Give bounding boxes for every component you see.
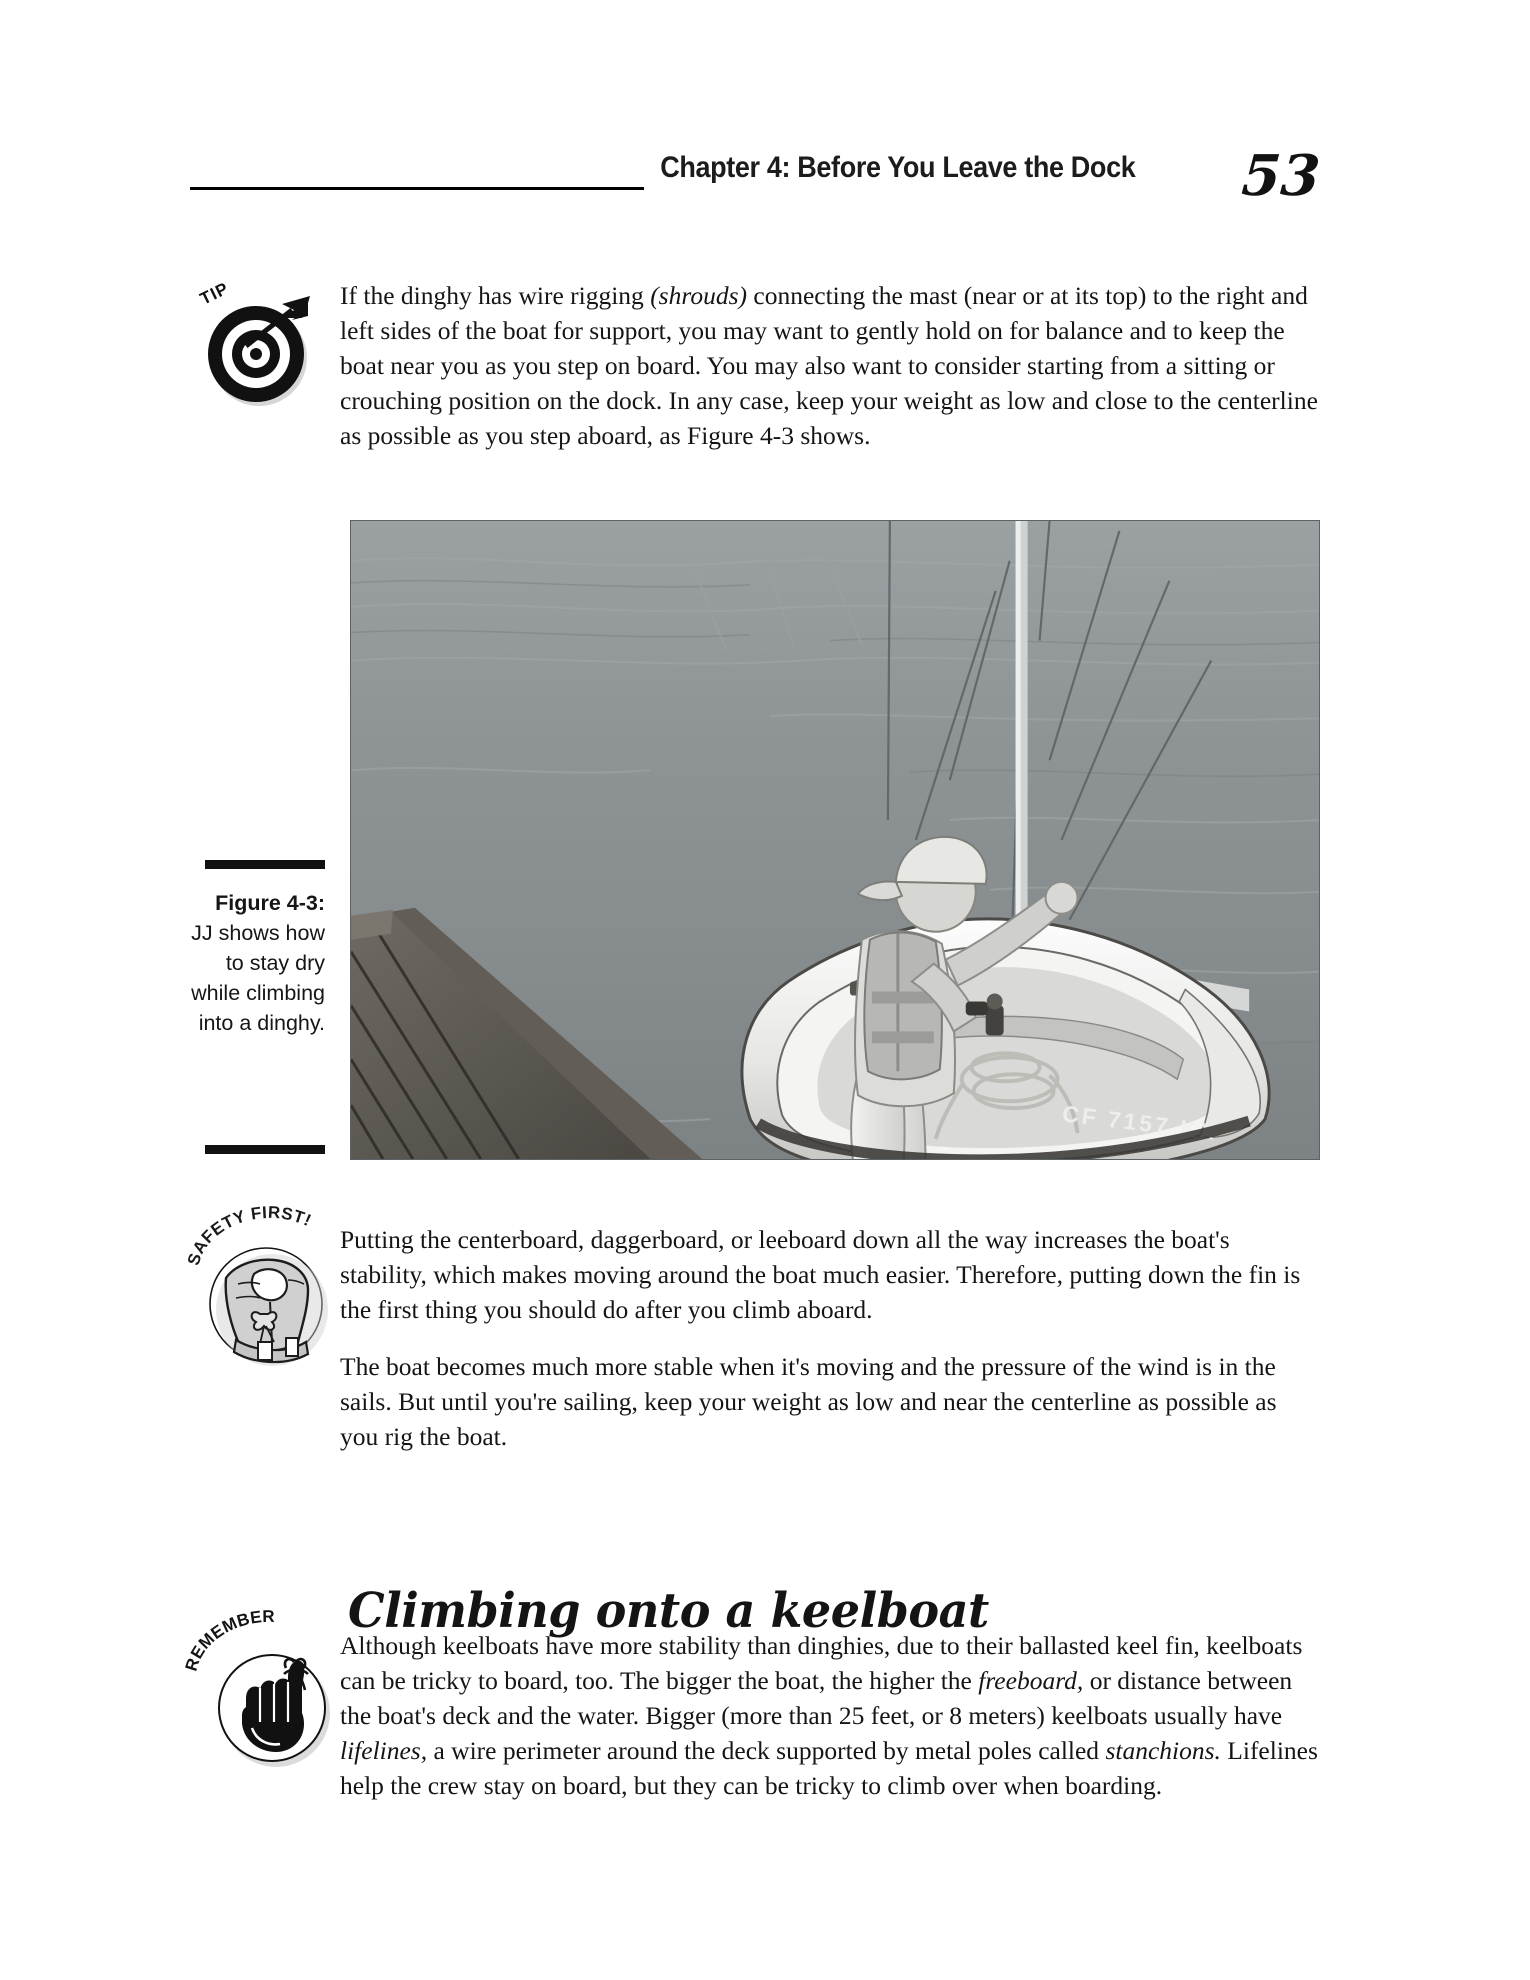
header-rule-container	[190, 150, 644, 190]
safety-first-block	[183, 1202, 1320, 1454]
svg-text:SAFETY FIRST!: SAFETY FIRST!	[183, 1202, 315, 1268]
page-header	[190, 143, 1323, 220]
hand-string-reminder-icon	[181, 1606, 337, 1773]
dinghy-boarding-photo	[351, 521, 1319, 1159]
svg-text:REMEMBER: REMEMBER	[181, 1606, 275, 1674]
term-lifelines: lifelines,	[340, 1736, 428, 1765]
wristwatch	[966, 1001, 988, 1015]
tip-text-column	[340, 278, 1320, 453]
safety-icon-column	[183, 1202, 340, 1454]
safety-paragraph-2: The boat becomes much more stable when it's moving and the pressure of the wind is in the sails. But until you're sailing, keep your weight as low and near the centerline as possible as you rig the boat.	[340, 1352, 1277, 1451]
page-number: 53	[1239, 143, 1323, 209]
hand-graphic	[192, 1628, 337, 1773]
boat-registration-text: CF 7157 KX	[1060, 1100, 1220, 1146]
remember-text-part3: a wire perimeter around the deck supported by metal poles called	[427, 1736, 1106, 1765]
caption-rule-top	[205, 860, 325, 869]
figure-photograph	[350, 520, 1320, 1160]
figure-label: Figure 4-3:	[215, 891, 325, 915]
life-vest-graphic	[190, 1222, 335, 1372]
remember-text-part1: Although keelboats have more stability than dinghies, due to their ballasted keel fin, keelboats can be tricky to board, too. The bigger the boat, the higher the	[340, 1631, 1303, 1695]
safety-text-column	[340, 1222, 1320, 1454]
safety-paragraph-1: Putting the centerboard, daggerboard, or leeboard down all the way increases the boat's stability, which makes moving around the boat much easier. Therefore, putting down the fin is the first thing you should do after you climb aboard.	[340, 1225, 1301, 1324]
term-stanchions: stanchions.	[1105, 1736, 1221, 1765]
arrow-icon	[242, 296, 312, 356]
header-divider-rule	[190, 187, 644, 190]
term-freeboard: freeboard,	[978, 1666, 1084, 1695]
tip-paragraph	[340, 278, 1320, 453]
tip-text-part1: If the dinghy has wire rigging	[340, 281, 651, 310]
figure-caption-text: JJ shows how to stay dry while climbing into a dinghy.	[191, 921, 325, 1035]
remember-text-part2: or distance between the boat's deck and the water. Bigger (more than 25 feet, or 8 meters) keelboats usually have	[340, 1666, 1293, 1730]
section-heading: Climbing onto a keelboat	[348, 1582, 989, 1639]
tip-block	[190, 278, 1320, 453]
tip-icon-column	[190, 278, 340, 453]
figure-caption	[190, 888, 325, 1038]
remember-text-column	[340, 1628, 1320, 1803]
tip-text-part2: connecting the mast (near or at its top) to the right and left sides of the boat for support, you may want to gently hold on for balance and to keep the boat near you as you step on board. You may also want to consider starting from a sitting or crouching position on the dock. In any case, keep your weight as low and close to the centerline as possible as you step aboard, as Figure 4-3 shows.	[340, 281, 1318, 450]
remember-paragraph	[340, 1628, 1320, 1803]
remember-text-part4: Lifelines help the crew stay on board, but they can be tricky to climb over when boarding.	[340, 1736, 1318, 1800]
caption-rule-bottom	[205, 1145, 325, 1154]
tip-term-shrouds: (shrouds)	[650, 281, 747, 310]
life-vest-icon	[183, 1202, 335, 1372]
chapter-title: Chapter 4: Before You Leave the Dock	[660, 151, 1136, 184]
remember-icon-column	[181, 1606, 340, 1803]
tip-icon-label: TIP	[197, 278, 232, 309]
target-bullseye-icon	[198, 278, 318, 408]
